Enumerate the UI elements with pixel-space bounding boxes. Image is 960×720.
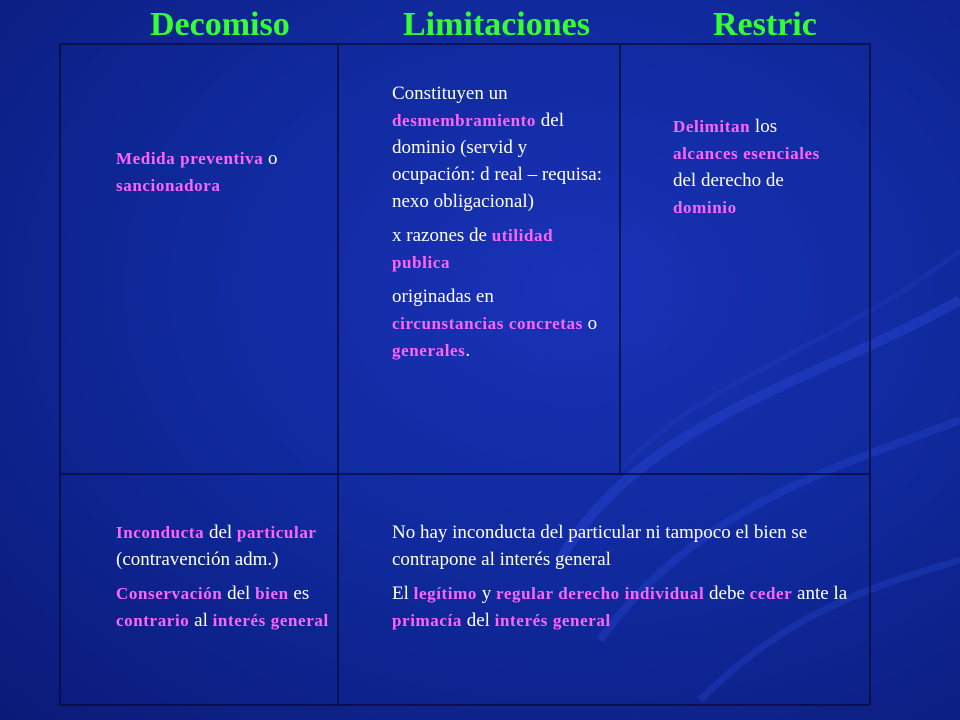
text-segment: o	[263, 148, 278, 169]
header-decomiso: Decomiso	[150, 6, 290, 43]
text-segment: es	[288, 583, 310, 604]
cell-restric-row1	[673, 113, 823, 228]
highlighted-term: generales	[392, 341, 466, 360]
text-segment: o	[582, 313, 598, 334]
highlighted-term: regular derecho individual	[495, 584, 705, 603]
highlighted-term: Inconducta	[116, 523, 205, 542]
text-segment: ante la	[792, 583, 848, 604]
text-segment: originadas en	[392, 286, 494, 307]
paragraph	[392, 283, 607, 364]
text-segment: x razones de	[392, 225, 492, 246]
highlighted-term: interés general	[494, 611, 611, 630]
paragraph	[392, 222, 607, 276]
text-segment: del derecho de	[673, 170, 784, 191]
text-segment: los	[750, 116, 778, 137]
highlighted-term: interés general	[212, 611, 329, 630]
paragraph	[392, 580, 852, 634]
text-segment: y	[476, 583, 496, 604]
paragraph	[116, 519, 334, 573]
highlighted-term: bien	[255, 584, 289, 603]
header-limitaciones: Limitaciones	[403, 6, 590, 43]
header-restric: Restric	[713, 6, 817, 43]
text-segment: del	[461, 610, 495, 631]
highlighted-term: ceder	[749, 584, 793, 603]
highlighted-term: primacía	[392, 611, 462, 630]
text-segment: El	[392, 583, 414, 604]
highlighted-term: Delimitan	[673, 117, 751, 136]
cell-other-row2	[392, 519, 852, 641]
paragraph	[116, 580, 334, 634]
text-segment: No hay inconducta del particular ni tampoco el bien se contrapone al interés general	[392, 522, 808, 570]
cell-decomiso-row2	[116, 519, 334, 641]
text-segment: Constituyen un	[392, 83, 508, 104]
text-segment: debe	[704, 583, 750, 604]
highlighted-term: contrario	[116, 611, 190, 630]
paragraph	[392, 80, 607, 215]
paragraph	[116, 145, 334, 199]
highlighted-term: utilidad publica	[392, 226, 554, 272]
highlighted-term: Medida preventiva	[116, 149, 264, 168]
highlighted-term: sancionadora	[116, 176, 221, 195]
highlighted-term: alcances esenciales	[673, 144, 820, 163]
highlighted-term: dominio	[673, 198, 737, 217]
text-segment: (contravención adm.)	[116, 549, 279, 570]
highlighted-term: particular	[236, 523, 317, 542]
text-segment: del	[222, 583, 256, 604]
text-segment: del	[204, 522, 237, 543]
text-segment: al	[189, 610, 213, 631]
cell-limitaciones-row1	[392, 80, 607, 371]
highlighted-term: Conservación	[116, 584, 223, 603]
highlighted-term: legítimo	[413, 584, 477, 603]
paragraph	[673, 113, 823, 221]
paragraph	[392, 519, 852, 573]
cell-decomiso-row1	[116, 145, 334, 206]
highlighted-term: desmembramiento	[392, 111, 537, 130]
text-segment: del dominio (servid y ocupación: d real – requisa: nexo obligacional)	[392, 110, 602, 212]
text-segment: .	[465, 340, 471, 361]
highlighted-term: circunstancias concretas	[392, 314, 583, 333]
